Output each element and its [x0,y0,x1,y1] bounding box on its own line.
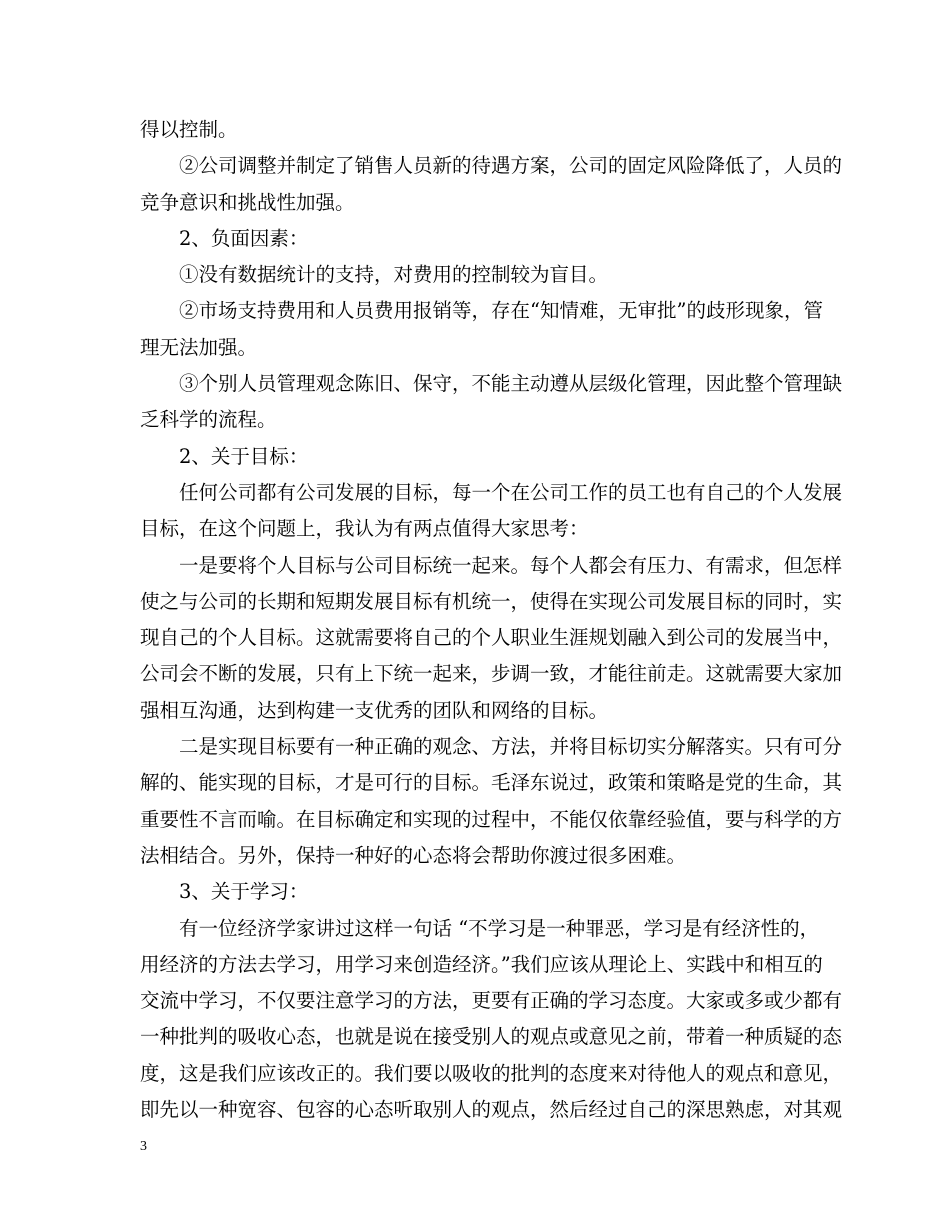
text-line: 交流中学习，不仅要注意学习的方法，更要有正确的学习态度。大家或多或少都有 [140,989,843,1013]
text-line: 公司会不断的发展，只有上下统一起来，步调一致，才能往前走。这就需要大家加 [140,662,843,686]
text-line: ③个别人员管理观念陈旧、保守，不能主动遵从层级化管理，因此整个管理缺 [179,372,843,396]
text-line: 得以控制。 [140,118,238,141]
text-line: 强相互沟通，达到构建一支优秀的团队和网络的目标。 [140,698,609,722]
text-line: 重要性不言而喻。在目标确定和实现的过程中，不能仅依靠经验值，要与科学的方 [140,807,843,831]
text-line: 理无法加强。 [140,335,258,359]
text-line: 目标，在这个问题上，我认为有两点值得大家思考： [140,517,589,541]
text-line: ②公司调整并制定了销售人员新的待遇方案，公司的固定风险降低了，人员的 [179,154,843,178]
text-line: 任何公司都有公司发展的目标，每一个在公司工作的员工也有自己的个人发展 [179,480,843,504]
text-line: 一种批判的吸收心态，也就是说在接受别人的观点或意见之前，带着一种质疑的态 [140,1025,843,1049]
text-line: 竞争意识和挑战性加强。 [140,190,355,214]
page-number: 3 [140,1139,147,1154]
text-line: 乏科学的流程。 [140,408,277,432]
text-line: 用经济的方法去学习，用学习来创造经济。”我们应该从理论上、实践中和相互的 [140,952,823,976]
text-line: 法相结合。另外，保持一种好的心态将会帮助你渡过很多困难。 [140,843,687,867]
text-line: 一是要将个人目标与公司目标统一起来。每个人都会有压力、有需求，但怎样 [179,553,843,577]
text-line: 解的、能实现的目标，才是可行的目标。毛泽东说过，政策和策略是党的生命，其 [140,771,843,795]
text-line: ①没有数据统计的支持，对费用的控制较为盲目。 [179,263,609,287]
body-text [140,112,843,1128]
text-line: 二是实现目标要有一种正确的观念、方法，并将目标切实分解落实。只有可分 [179,735,843,759]
text-line: ②市场支持费用和人员费用报销等，存在“知情难，无审批”的歧形现象，管 [179,299,823,323]
text-line: 3、关于学习： [179,880,309,904]
text-line: 2、负面因素： [179,226,309,250]
text-line: 有一位经济学家讲过这样一句话 “不学习是一种罪恶，学习是有经济性的， [179,916,820,940]
text-line: 使之与公司的长期和短期发展目标有机统一，使得在实现公司发展目标的同时，实 [140,589,843,613]
text-line: 即先以一种宽容、包容的心态听取别人的观点，然后经过自己的深思熟虑，对其观 [140,1098,843,1122]
text-line: 现自己的个人目标。这就需要将自己的个人职业生涯规划融入到公司的发展当中， [140,626,843,650]
text-line: 度，这是我们应该改正的。我们要以吸收的批判的态度来对待他人的观点和意见， [140,1061,843,1085]
text-line: 2、关于目标： [179,444,309,468]
